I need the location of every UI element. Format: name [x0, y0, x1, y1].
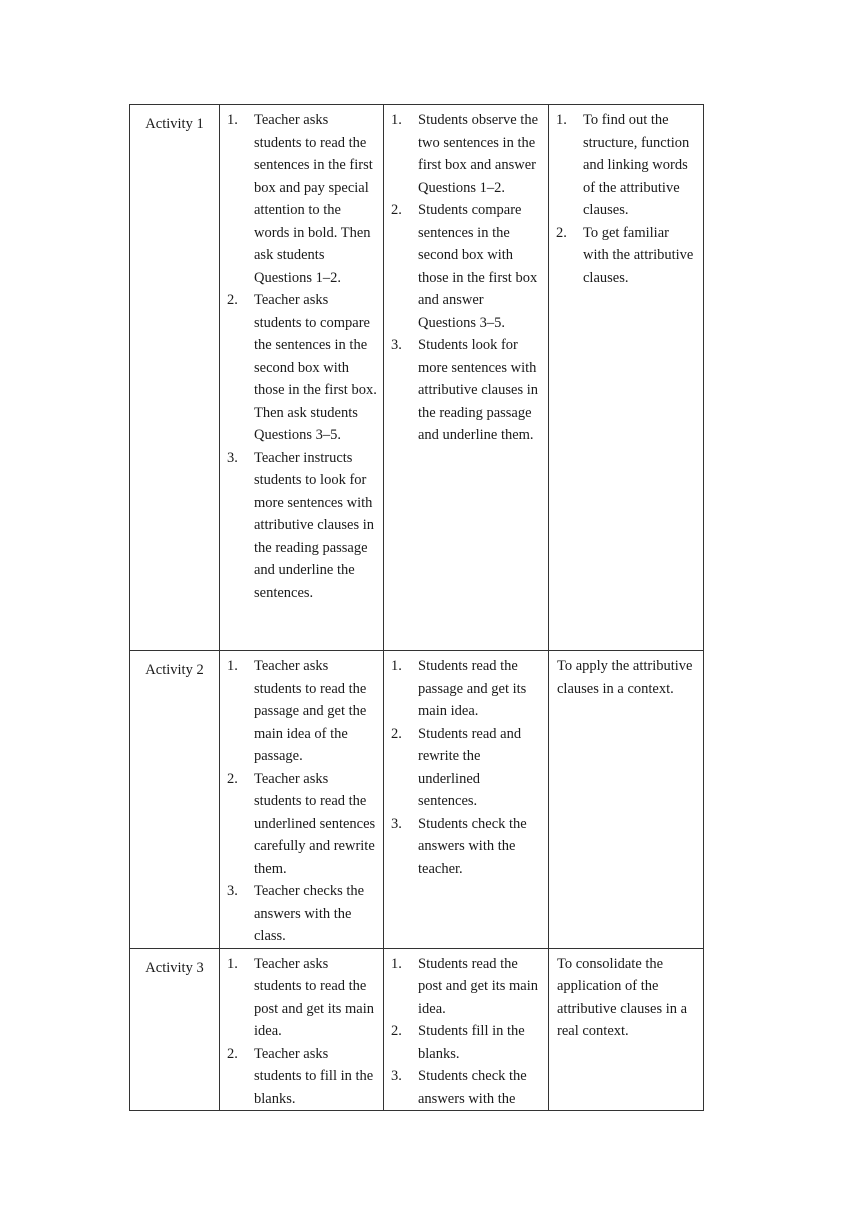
list-item: 3. Teacher checks the answers with the class.	[227, 883, 365, 944]
student-activities-cell	[384, 651, 549, 949]
activity-label: Activity 1	[130, 105, 220, 651]
purpose-cell: To apply the attributive clauses in a context.	[549, 651, 704, 949]
table-row	[130, 651, 704, 949]
list-item: 2. Teacher asks students to compare the sentences in the second box with those in the first box. Then ask students Questions 3–5.	[227, 292, 377, 443]
list-item: 1. Students read the post and get its main idea.	[391, 955, 539, 1017]
teacher-activities-cell	[220, 948, 384, 1111]
lesson-activity-table	[129, 104, 704, 1111]
list-item: 2. Teacher asks students to fill in the blanks.	[227, 1045, 374, 1107]
list-item: 1. Students read the passage and get its main idea.	[391, 658, 527, 719]
student-activities-cell	[384, 948, 549, 1111]
list-item: 1. Teacher asks students to read the passage and get the main idea of the passage.	[227, 658, 367, 764]
list-item: 2. Students fill in the blanks.	[391, 1023, 525, 1062]
list-item: 3. Students check the answers with the	[391, 1068, 527, 1107]
list-item: 1. Students observe the two sentences in the first box and answer Questions 1–2.	[391, 112, 539, 196]
teacher-activities-cell	[220, 651, 384, 949]
teacher-activities-cell	[220, 105, 384, 651]
list-item: 2. Students compare sentences in the second box with those in the first box and answer Questions 3–5.	[391, 202, 538, 331]
activity-label: Activity 2	[130, 651, 220, 949]
list-item: 1. To find out the structure, function and linking words of the attributive clauses.	[556, 112, 690, 218]
activity-label: Activity 3	[130, 948, 220, 1111]
purpose-cell: To consolidate the application of the attributive clauses in a real context.	[549, 948, 704, 1111]
student-activities-cell	[384, 105, 549, 651]
list-item: 3. Teacher instructs students to look for more sentences with attributive clauses in the reading passage and underline the sentences.	[227, 449, 374, 601]
list-item: 2. To get familiar with the attributive clauses.	[556, 224, 694, 286]
table-row	[130, 105, 704, 651]
purpose-cell	[549, 105, 704, 651]
table-row	[130, 948, 704, 1111]
list-item: 2. Teacher asks students to read the underlined sentences carefully and rewrite them.	[227, 770, 376, 877]
list-item: 1. Teacher asks students to read the post and get its main idea.	[227, 955, 375, 1039]
list-item: 3. Students check the answers with the teacher.	[391, 815, 527, 877]
list-item: 1. Teacher asks students to read the sentences in the first box and pay special attention to the words in bold. Then ask students Questions 1–2.	[227, 112, 373, 286]
list-item: 3. Students look for more sentences with attributive clauses in the reading passage and underline them.	[391, 337, 538, 443]
list-item: 2. Students read and rewrite the underlined sentences.	[391, 725, 522, 809]
